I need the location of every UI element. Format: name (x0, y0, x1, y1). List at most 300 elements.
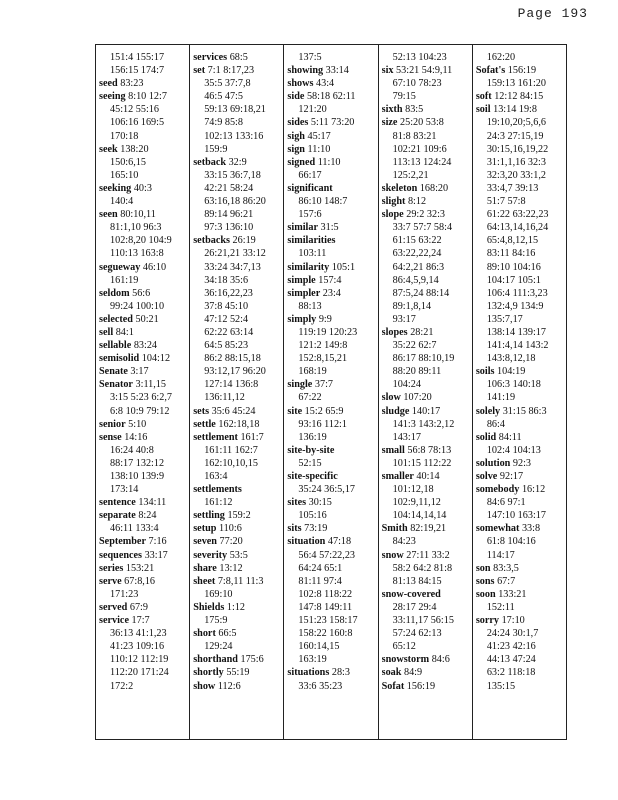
index-entry-continuation (287, 562, 377, 575)
index-entry (99, 182, 189, 195)
index-page-refs: 50:21 (135, 313, 159, 325)
index-term: sixth (381, 104, 403, 116)
index-page-refs: 134:11 (138, 497, 167, 509)
index-entry (99, 535, 189, 548)
index-page-refs: 14:16 (124, 431, 148, 443)
index-page-refs: 153:21 (125, 562, 155, 574)
index-entry-continuation (382, 509, 472, 522)
index-entry (287, 156, 377, 169)
index-page-refs: 33:7 57:7 58:4 (392, 222, 453, 234)
index-entry (476, 457, 566, 470)
index-entry (476, 431, 566, 444)
index-page-refs: 59:13 69:18,21 (204, 104, 266, 116)
index-entry (99, 352, 189, 365)
index-page-refs: 168:19 (298, 366, 327, 378)
index-entry (99, 143, 189, 156)
index-page-refs: 64:2,21 86:3 (392, 261, 445, 273)
index-page-refs: 86:2 88:15,18 (204, 353, 261, 365)
index-term: skeleton (381, 182, 418, 194)
index-entry-continuation (382, 169, 472, 182)
index-entry-continuation (476, 247, 566, 260)
index-entry-continuation (476, 444, 566, 457)
index-page-refs: 152:8,15,21 (298, 353, 348, 365)
index-page-refs: 33:8 (521, 523, 541, 535)
index-entry-continuation (193, 614, 283, 627)
index-entry-continuation (99, 103, 189, 116)
index-entry (476, 522, 566, 535)
page-number: Page 193 (517, 6, 588, 21)
index-entry-continuation (99, 64, 189, 77)
index-page-refs: 106:4 111:3,23 (486, 287, 548, 299)
index-entry-continuation (382, 627, 472, 640)
index-page-refs: 140:17 (411, 405, 441, 417)
index-entry (476, 588, 566, 601)
index-term: snow (381, 549, 404, 561)
index-page-refs: 121:2 149:8 (298, 340, 348, 352)
index-term: similarity (287, 261, 330, 273)
index-entry-continuation (99, 653, 189, 666)
index-page-refs: 24:3 27:15,19 (486, 130, 544, 142)
index-term: soil (475, 104, 491, 116)
index-page-refs: 25:20 53:8 (400, 117, 444, 129)
index-entry-continuation (382, 418, 472, 431)
index-term: severity (193, 549, 228, 561)
index-page-refs: 87:5,24 88:14 (392, 287, 450, 299)
index-entry-continuation (193, 378, 283, 391)
index-page-refs: 12:12 84:15 (494, 91, 544, 103)
index-page-refs: 64:5 85:23 (204, 340, 249, 352)
index-page-refs: 1:12 (226, 601, 246, 613)
index-entry-continuation (99, 221, 189, 234)
index-entry-continuation (476, 274, 566, 287)
index-entry (476, 103, 566, 116)
index-term: sons (475, 575, 495, 587)
index-entry-continuation (99, 457, 189, 470)
index-entry (382, 666, 472, 679)
index-page-refs: 112:20 171:24 (110, 667, 169, 679)
index-term: sheet (193, 575, 216, 587)
index-entry (193, 483, 283, 496)
index-page-refs: 86:4,5,9,14 (392, 274, 439, 286)
index-term: showing (287, 65, 324, 77)
index-page-refs: 151:23 158:17 (298, 615, 358, 627)
index-entry-continuation (193, 457, 283, 470)
index-term: soak (381, 667, 402, 679)
index-entry-continuation (476, 339, 566, 352)
index-term: settlement (193, 431, 238, 443)
index-entry (382, 522, 472, 535)
index-term: sell (99, 326, 114, 338)
index-entry-continuation (287, 431, 377, 444)
index-page-refs: 46:5 47:5 (204, 91, 243, 103)
index-term: son (475, 562, 491, 574)
index-entry-continuation (193, 261, 283, 274)
index-entry-continuation (476, 287, 566, 300)
index-entry (99, 326, 189, 339)
index-page-refs: 93:16 112:1 (298, 418, 347, 430)
index-term: situations (287, 667, 330, 679)
index-page-refs: 30:15,16,19,22 (486, 143, 549, 155)
index-entry (287, 535, 377, 548)
index-entry-continuation (476, 208, 566, 221)
index-page-refs: 147:10 163:17 (486, 510, 546, 522)
index-entry-continuation (476, 680, 566, 693)
index-entry-continuation (287, 457, 377, 470)
index-entry-continuation (476, 77, 566, 90)
index-entry-continuation (287, 51, 377, 64)
index-page-refs: 67:9 (129, 601, 148, 613)
index-entry (99, 601, 189, 614)
index-page-refs: 102:9,11,12 (392, 497, 441, 509)
index-entry-continuation (382, 562, 472, 575)
index-page-refs: 89:14 96:21 (204, 209, 254, 221)
index-page-refs: 36:13 41:1,23 (110, 628, 167, 640)
index-column-5 (473, 45, 566, 739)
index-entry (382, 208, 472, 221)
index-page-refs: 102:8 118:22 (298, 588, 353, 600)
index-page-refs: 40:3 (133, 182, 152, 194)
index-entry-continuation (476, 352, 566, 365)
index-term: setup (193, 523, 217, 535)
index-entry (193, 234, 283, 247)
index-page-refs: 8:24 (138, 510, 157, 522)
index-page-refs: 46:11 133:4 (110, 523, 159, 535)
index-page-refs: 138:20 (120, 143, 149, 155)
index-page-refs: 86:17 88:10,19 (392, 353, 455, 365)
index-page-refs: 152:11 (486, 601, 515, 613)
index-page-refs: 105:16 (298, 510, 327, 522)
index-page-refs: 160:14,15 (298, 641, 340, 653)
index-term: seed (99, 78, 118, 90)
index-page-refs: 133:21 (498, 588, 527, 600)
index-page-refs: 101:15 112:22 (392, 457, 452, 469)
index-entry-continuation (99, 391, 189, 404)
index-page-refs: 84:6 (431, 654, 450, 666)
index-entry-continuation (382, 614, 472, 627)
index-page-refs: 147:8 149:11 (298, 601, 353, 613)
index-page-refs: 41:23 109:16 (110, 641, 165, 653)
index-page-refs: 5:10 (128, 418, 147, 430)
index-term: significant (287, 182, 333, 194)
index-page-refs: 8:10 12:7 (128, 91, 167, 103)
index-term: somewhat (475, 523, 520, 535)
index-entry-continuation (193, 182, 283, 195)
index-page-refs: 37:8 45:10 (204, 300, 249, 312)
index-term: somebody (475, 484, 520, 496)
index-entry-continuation (99, 640, 189, 653)
index-page-refs: 151:4 155:17 (110, 52, 165, 63)
index-page-refs: 92:17 (499, 471, 524, 482)
index-page-refs: 168:20 (419, 182, 449, 194)
index-page-refs: 26:19 (232, 235, 256, 247)
index-page-refs: 31:5 (320, 222, 339, 234)
index-page-refs: 141:19 (486, 392, 516, 404)
index-page-refs: 13:12 (219, 562, 243, 574)
index-term: site-specific (287, 471, 338, 482)
index-entry-continuation (382, 483, 472, 496)
index-entry-continuation (476, 627, 566, 640)
index-page-refs: 61:22 63:22,23 (486, 209, 549, 221)
index-term: solid (475, 431, 497, 443)
index-term: site-by-site (287, 444, 335, 456)
index-page-refs: 158:22 160:8 (298, 628, 353, 640)
index-entry-continuation (99, 444, 189, 457)
index-term: sludge (381, 405, 410, 417)
index-entry (287, 274, 377, 287)
index-page-refs: 105:1 (331, 261, 356, 273)
index-page-refs: 136:19 (298, 431, 327, 443)
index-entry-continuation (193, 221, 283, 234)
index-entry-continuation (476, 653, 566, 666)
index-entry-continuation (287, 627, 377, 640)
index-term: segueway (99, 261, 141, 273)
index-page-refs: 11:10 (317, 156, 341, 168)
index-page-refs: 97:3 136:10 (204, 222, 254, 234)
index-term: sentence (99, 497, 136, 509)
index-entry-continuation (476, 378, 566, 391)
index-page-refs: 157:4 (318, 274, 342, 286)
index-entry (287, 313, 377, 326)
index-term: selected (99, 313, 133, 325)
index-page-refs: 175:6 (240, 654, 264, 666)
index-column-1 (96, 45, 190, 739)
index-page-refs: 125:2,21 (392, 169, 429, 181)
index-page-refs: 83:5 (405, 104, 424, 116)
index-entry-continuation (99, 522, 189, 535)
index-page-refs: 63:22,22,24 (392, 248, 442, 260)
index-page-refs: 58:2 64:2 81:8 (392, 562, 453, 574)
index-page-refs: 33:14 (325, 65, 349, 77)
index-page-refs: 74:9 85:8 (204, 117, 243, 129)
index-page-refs: 53:21 54:9,11 (396, 65, 453, 77)
index-entry (382, 680, 472, 693)
index-entry-continuation (193, 365, 283, 378)
index-term: seek (99, 143, 118, 155)
index-page-refs: 138:14 139:17 (486, 326, 546, 338)
index-entry-continuation (476, 418, 566, 431)
index-entry (193, 549, 283, 562)
index-page-refs: 79:15 (392, 91, 416, 103)
index-entry (99, 378, 189, 391)
index-term: simply (287, 313, 317, 325)
index-term: seldom (99, 287, 130, 299)
index-entry (382, 326, 472, 339)
index-term: Shields (193, 601, 225, 613)
index-page-refs: 31:1,1,16 32:3 (486, 156, 546, 168)
index-page-refs: 33:4,7 39:13 (486, 182, 539, 194)
index-entry-continuation (287, 352, 377, 365)
index-entry (382, 588, 472, 601)
index-page-refs: 83:23 (120, 78, 144, 90)
index-term: Senate (99, 366, 128, 378)
index-entry (99, 575, 189, 588)
index-page-refs: 33:24 34:7,13 (204, 261, 261, 273)
index-entry (476, 470, 566, 483)
index-term: served (99, 601, 128, 613)
index-entry-continuation (287, 614, 377, 627)
index-entry (382, 405, 472, 418)
index-entry (382, 182, 472, 195)
index-page-refs: 89:10 104:16 (486, 261, 541, 273)
index-entry-continuation (287, 208, 377, 221)
index-entry (193, 653, 283, 666)
index-term: snow-covered (381, 588, 441, 600)
index-entry-continuation (193, 326, 283, 339)
index-page-refs: 68:5 (229, 52, 248, 63)
index-entry-continuation (287, 640, 377, 653)
index-entry-continuation (99, 234, 189, 247)
index-page-refs: 35:22 62:7 (392, 340, 437, 352)
index-entry-continuation (476, 169, 566, 182)
index-entry (476, 90, 566, 103)
index-page-refs: 102:21 109:6 (392, 143, 447, 155)
index-term: serve (99, 575, 122, 587)
index-page-refs: 58:18 62:11 (306, 91, 356, 103)
index-page-refs: 13:14 19:8 (493, 104, 537, 116)
index-term: show (193, 680, 216, 692)
index-entry (382, 103, 472, 116)
index-term: sign (287, 143, 305, 155)
index-entry (99, 562, 189, 575)
index-page-refs: 104:19 (497, 366, 526, 378)
index-page-refs: 143:8,12,18 (486, 353, 536, 365)
index-page-refs: 110:13 163:8 (110, 248, 164, 260)
index-entry-continuation (193, 313, 283, 326)
index-term: semisolid (99, 353, 140, 365)
index-term: Senator (99, 379, 133, 391)
index-entry-continuation (99, 627, 189, 640)
index-entry-continuation (476, 221, 566, 234)
index-term: short (193, 628, 216, 640)
index-term: sigh (287, 130, 305, 142)
index-page-refs: 35:24 36:5,17 (298, 484, 356, 496)
index-page-refs: 119:19 120:23 (298, 326, 358, 338)
index-page-refs: 45:12 55:16 (110, 104, 159, 116)
index-term: simpler (287, 287, 321, 299)
index-page-refs: 24:24 30:1,7 (486, 628, 539, 640)
index-entry-continuation (193, 300, 283, 313)
index-page-refs: 3:17 (130, 366, 149, 378)
index-entry-continuation (476, 640, 566, 653)
index-entry-continuation (193, 496, 283, 509)
index-page-refs: 159:9 (204, 143, 228, 155)
index-entry-continuation (193, 169, 283, 182)
index-entry-continuation (476, 182, 566, 195)
index-page-refs: 35:6 45:24 (211, 405, 256, 417)
index-page-refs: 5:11 73:20 (310, 117, 355, 129)
index-page-refs: 159:2 (227, 510, 251, 522)
index-entry-continuation (476, 116, 566, 129)
index-table (95, 44, 567, 740)
index-page-refs: 67:7 (497, 575, 516, 587)
index-page-refs: 104:12 (141, 353, 171, 365)
index-entry-continuation (287, 680, 377, 693)
index-entry (382, 64, 472, 77)
index-page-refs: 156:19 (507, 65, 537, 77)
index-entry-continuation (99, 483, 189, 496)
index-term: soft (475, 91, 492, 103)
index-entry-continuation (287, 247, 377, 260)
index-entry-continuation (382, 378, 472, 391)
index-term: side (287, 91, 305, 103)
index-page-refs: 82:19,21 (410, 523, 447, 535)
index-page-refs: 52:15 (298, 457, 322, 469)
index-page-refs: 3:11,15 (135, 379, 166, 391)
index-entry-continuation (382, 352, 472, 365)
index-term: services (193, 52, 228, 63)
index-entry-continuation (193, 90, 283, 103)
index-page-refs: 7:16 (148, 536, 167, 548)
index-entry (287, 405, 377, 418)
index-entry-continuation (382, 339, 472, 352)
index-entry-continuation (287, 509, 377, 522)
index-entry-continuation (193, 116, 283, 129)
index-column-2 (190, 45, 284, 739)
index-entry-continuation (99, 130, 189, 143)
index-entry (476, 575, 566, 588)
index-entry-continuation (287, 169, 377, 182)
index-entry-continuation (476, 261, 566, 274)
index-page-refs: 172:2 (110, 680, 134, 692)
index-page-refs: 163:19 (298, 654, 327, 666)
index-entry-continuation (193, 444, 283, 457)
index-page-refs: 37:7 (314, 379, 333, 391)
index-page-refs: 102:8,20 104:9 (110, 235, 172, 247)
index-page-refs: 169:10 (204, 588, 233, 600)
index-page-refs: 56:4 57:22,23 (298, 549, 356, 561)
index-page-refs: 42:21 58:24 (204, 182, 254, 194)
index-entry-continuation (193, 287, 283, 300)
index-entry (99, 614, 189, 627)
index-entry-continuation (99, 169, 189, 182)
index-page-refs: 81:13 84:15 (392, 575, 442, 587)
index-page-refs: 7:1 8:17,23 (207, 65, 255, 77)
index-term: series (99, 562, 124, 574)
index-entry (287, 378, 377, 391)
index-page-refs: 44:13 47:24 (486, 654, 536, 666)
index-page-refs: 83:3,5 (493, 562, 519, 574)
index-entry-continuation (476, 300, 566, 313)
index-term: simple (287, 274, 316, 286)
index-page-refs: 161:7 (240, 431, 264, 443)
index-page-refs: 46:10 (142, 261, 167, 273)
index-entry (476, 365, 566, 378)
index-entry-continuation (99, 274, 189, 287)
index-term: Smith (381, 523, 408, 535)
index-entry (287, 182, 377, 195)
index-entry (287, 444, 377, 457)
index-entry-continuation (382, 247, 472, 260)
index-entry-continuation (193, 130, 283, 143)
index-entry-continuation (382, 156, 472, 169)
index-entry-continuation (287, 653, 377, 666)
index-page-refs: 162:18,18 (218, 418, 260, 430)
index-page-refs: 47:12 52:4 (204, 313, 249, 325)
index-entry (382, 391, 472, 404)
index-entry (193, 666, 283, 679)
index-entry-continuation (382, 575, 472, 588)
index-page-refs: 161:19 (110, 274, 139, 286)
index-page-refs: 32:3,20 33:1,2 (486, 169, 546, 181)
index-entry (99, 208, 189, 221)
index-entry-continuation (382, 51, 472, 64)
index-entry (99, 509, 189, 522)
index-page-refs: 92:3 (512, 457, 532, 469)
index-page-refs: 57:24 62:13 (392, 628, 442, 640)
index-entry-continuation (382, 274, 472, 287)
index-term: setbacks (193, 235, 230, 247)
index-term: soils (475, 366, 495, 378)
